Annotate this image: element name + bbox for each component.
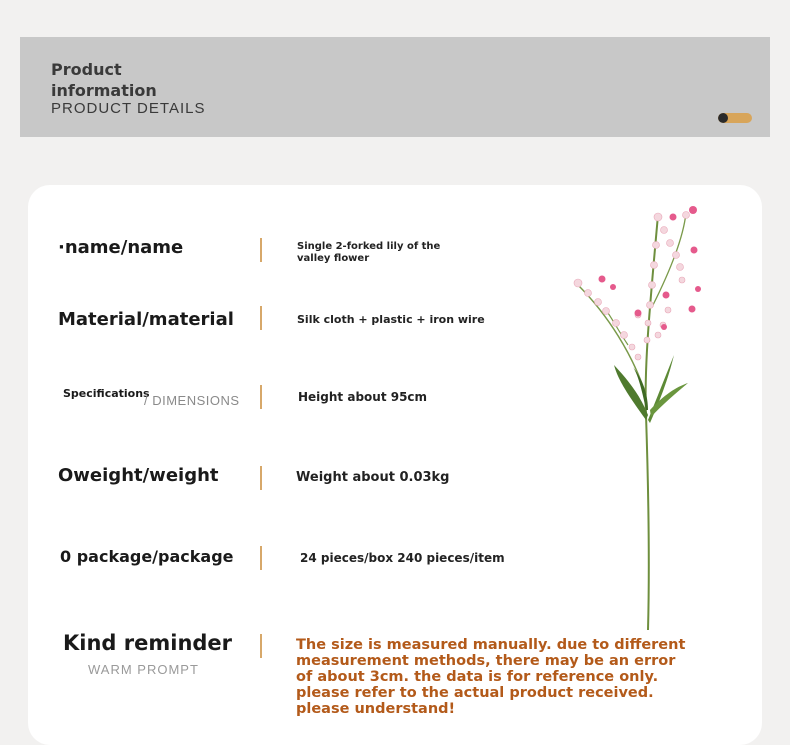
reminder-subtitle: WARM PROMPT [88, 662, 199, 677]
package-label: 0 package/package [60, 547, 234, 566]
lily-of-the-valley-image [558, 195, 718, 635]
name-value: Single 2-forked lily of the valley flower [297, 241, 441, 264]
reminder-title: Kind reminder [63, 631, 233, 655]
weight-value: Weight about 0.03kg [296, 470, 450, 485]
divider [260, 385, 262, 409]
header-band [20, 37, 770, 137]
specifications-label: Specifications [63, 387, 150, 400]
divider [260, 466, 262, 490]
header-title: Product information [51, 60, 157, 100]
dimensions-label: / DIMENSIONS [144, 393, 240, 408]
material-value: Silk cloth + plastic + iron wire [297, 313, 485, 326]
slider-indicator [718, 113, 752, 123]
divider [260, 634, 262, 658]
package-value: 24 pieces/box 240 pieces/item [300, 551, 505, 565]
weight-label: Oweight/weight [58, 465, 219, 486]
divider [260, 306, 262, 330]
specifications-value: Height about 95cm [298, 390, 428, 404]
divider [260, 546, 262, 570]
details-card [28, 185, 762, 745]
name-label: ·name/name [58, 237, 184, 258]
divider [260, 238, 262, 262]
header-subtitle: PRODUCT DETAILS [51, 100, 206, 117]
slider-dot [718, 113, 728, 123]
reminder-text: The size is measured manually. due to different measurement methods, there may be an error of about 3cm. the data is for reference only. please refer to the actual product received. please understand! [296, 637, 686, 717]
material-label: Material/material [58, 309, 234, 330]
